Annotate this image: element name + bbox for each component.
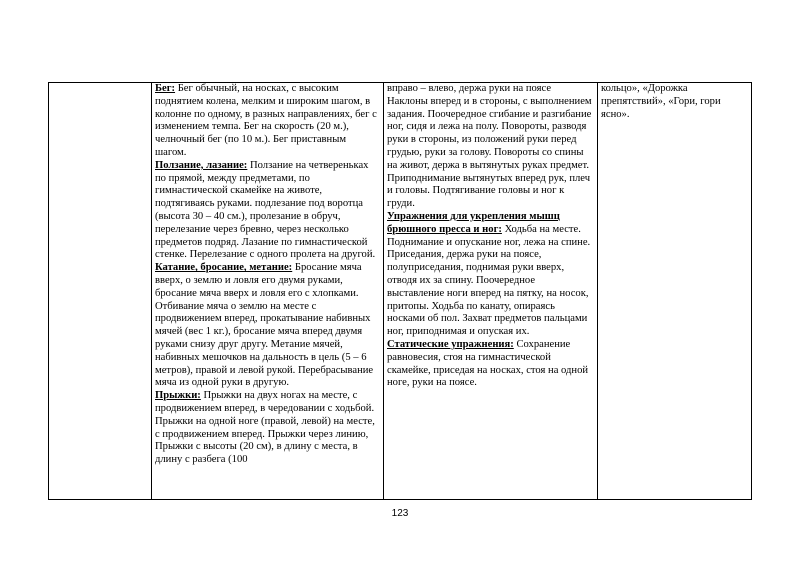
paragraph-turns [387, 83, 593, 211]
heading-static: Статические упражнения: [387, 338, 514, 350]
text-crawling: Ползание на четвереньках по прямой, между предметами, по гимнастической скамейке на животе, подтягиваясь руками. подлезание под воротца (высота 30 – 40 см.), пролезание в обруч, перелезание через бревно, через несколько предметов подряд. Лазание по гимнастической стенке. Перелезание с одного пролета на другой. [155, 159, 376, 261]
text-abdominal: Ходьба на месте. Поднимание и опускание ног, лежа на спине. Приседания, держа руки на поясе, полуприседания, поднимая руки вверх, отводя их за спину. Поочередное выставление ноги вперед на пятку, на носок, притопы. Ходьба по канату, опираясь носками об пол. Захват предметов пальцами ног, приподнимая и опуская их. [387, 223, 591, 338]
paragraph-abdominal [387, 211, 593, 339]
heading-jumping: Прыжки: [155, 390, 201, 402]
table-cell-exercises [384, 83, 598, 500]
heading-crawling: Ползание, лазание: [155, 159, 248, 171]
heading-throwing: Катание, бросание, метание: [155, 262, 293, 274]
table-cell-empty [49, 83, 152, 500]
paragraph-crawling [155, 160, 379, 262]
text-running: Бег обычный, на носках, с высоким поднятием колена, мелким и широким шагом, в колонне по одному, в разных направлениях, бег с изменением темпа. Бег на скорость (20 м.), челночный бег (по 10 м.). Бег приставным шагом. [155, 83, 377, 158]
text-jumping: Прыжки на двух ногах на месте, с продвижением вперед, в чередовании с ходьбой. Прыжки на одной ноге (правой, левой) на месте, с продвижением вперед. Прыжки через линию, Прыжки с высоты (20 см), в длину с места, в длину с разбега (100 [155, 390, 375, 466]
heading-abdominal: Упражнения для укрепления мышц брюшного пресса и ног: [387, 210, 560, 235]
heading-running: Бег: [155, 83, 176, 94]
table-row [49, 83, 752, 500]
page-number: 123 [391, 508, 409, 519]
text-static: Сохранение равновесия, стоя на гимнастической скамейке, приседая на носках, стоя на одной ноге, руки на поясе. [387, 338, 589, 389]
paragraph-jumping [155, 390, 379, 467]
paragraph-running [155, 83, 379, 160]
paragraph-games [601, 83, 747, 121]
text-throwing: Бросание мяча вверх, о землю и ловля его двумя руками, бросание мяча вверх и ловля его с хлопками. Отбивание мяча о землю на месте с продвижением вперед, прокатывание набивных мячей (вес 1 кг.), бросание мяча вперед двумя руками снизу друг другу. Метание мячей, набивных мешочков на дальность в цель (5 – 6 метров), правой и левой рукой. Перебрасывание мяча из одной руки в другую. [155, 262, 374, 389]
paragraph-throwing [155, 262, 379, 390]
table-cell-running-crawling [152, 83, 384, 500]
text-games: кольцо», «Дорожка препятствий», «Гори, гори ясно». [601, 83, 721, 120]
text-turns: вправо – влево, держа руки на поясе Наклоны вперед и в стороны, с выполнением задания. Поочередное сгибание и разгибание ног, сидя и лежа на полу. Повороты, разводя руки в стороны, из положений руки перед грудью, руки за голову. Повороты со спины на живот, держа в вытянутых руках предмет. Приподнимание вытянутых вперед рук, плеч и головы. Подтягивание головы и ног к груди. [387, 83, 592, 210]
program-table [48, 82, 752, 500]
paragraph-static [387, 339, 593, 390]
table-cell-games [598, 83, 752, 500]
